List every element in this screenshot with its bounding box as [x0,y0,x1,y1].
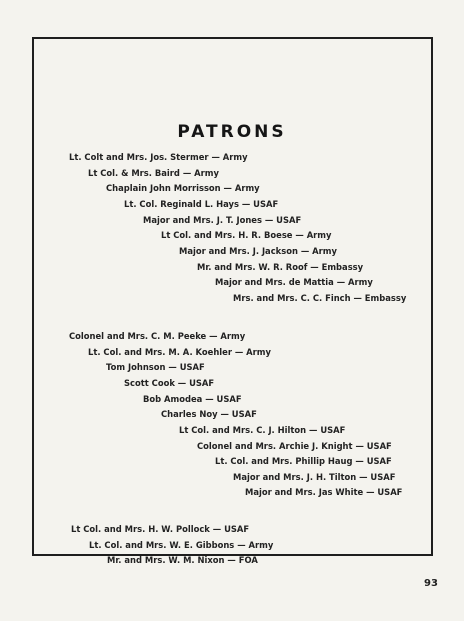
patron-entry: Lt Col. and Mrs. H. W. Pollock — USAF [71,524,250,534]
page-number: 93 [424,578,438,589]
patron-entry: Charles Noy — USAF [161,409,257,419]
patron-entry: Scott Cook — USAF [124,378,215,388]
patron-entry: Chaplain John Morrisson — Army [106,183,260,193]
patron-entry: Major and Mrs. de Mattia — Army [215,277,373,287]
patron-entry: Major and Mrs. J. H. Tilton — USAF [233,472,396,482]
patron-entry: Mrs. and Mrs. C. C. Finch — Embassy [233,293,407,303]
patron-entry: Lt. Col. and Mrs. Phillip Haug — USAF [215,456,392,466]
patron-entry: Lt. Col. and Mrs. M. A. Koehler — Army [88,347,271,357]
patron-entry: Lt Col. & Mrs. Baird — Army [88,168,219,178]
patron-entry: Colonel and Mrs. Archie J. Knight — USAF [197,441,392,451]
page-title: PATRONS [177,122,287,142]
patron-entry: Major and Mrs. J. Jackson — Army [179,246,337,256]
patron-entry: Tom Johnson — USAF [106,362,205,372]
patron-entry: Lt Col. and Mrs. C. J. Hilton — USAF [179,425,346,435]
patron-entry: Major and Mrs. J. T. Jones — USAF [143,215,302,225]
patron-entry: Lt Col. and Mrs. H. R. Boese — Army [161,230,332,240]
patron-entry: Bob Amodea — USAF [143,394,242,404]
patron-entry: Mr. and Mrs. W. R. Roof — Embassy [197,262,364,272]
patron-entry: Colonel and Mrs. C. M. Peeke — Army [69,331,246,341]
patron-entry: Lt. Col. and Mrs. W. E. Gibbons — Army [89,540,274,550]
patron-entry: Lt. Col. Reginald L. Hays — USAF [124,199,279,209]
patron-entry: Lt. Colt and Mrs. Jos. Stermer — Army [69,152,248,162]
patron-entry: Mr. and Mrs. W. M. Nixon — FOA [107,555,258,565]
patron-entry: Major and Mrs. Jas White — USAF [245,487,403,497]
